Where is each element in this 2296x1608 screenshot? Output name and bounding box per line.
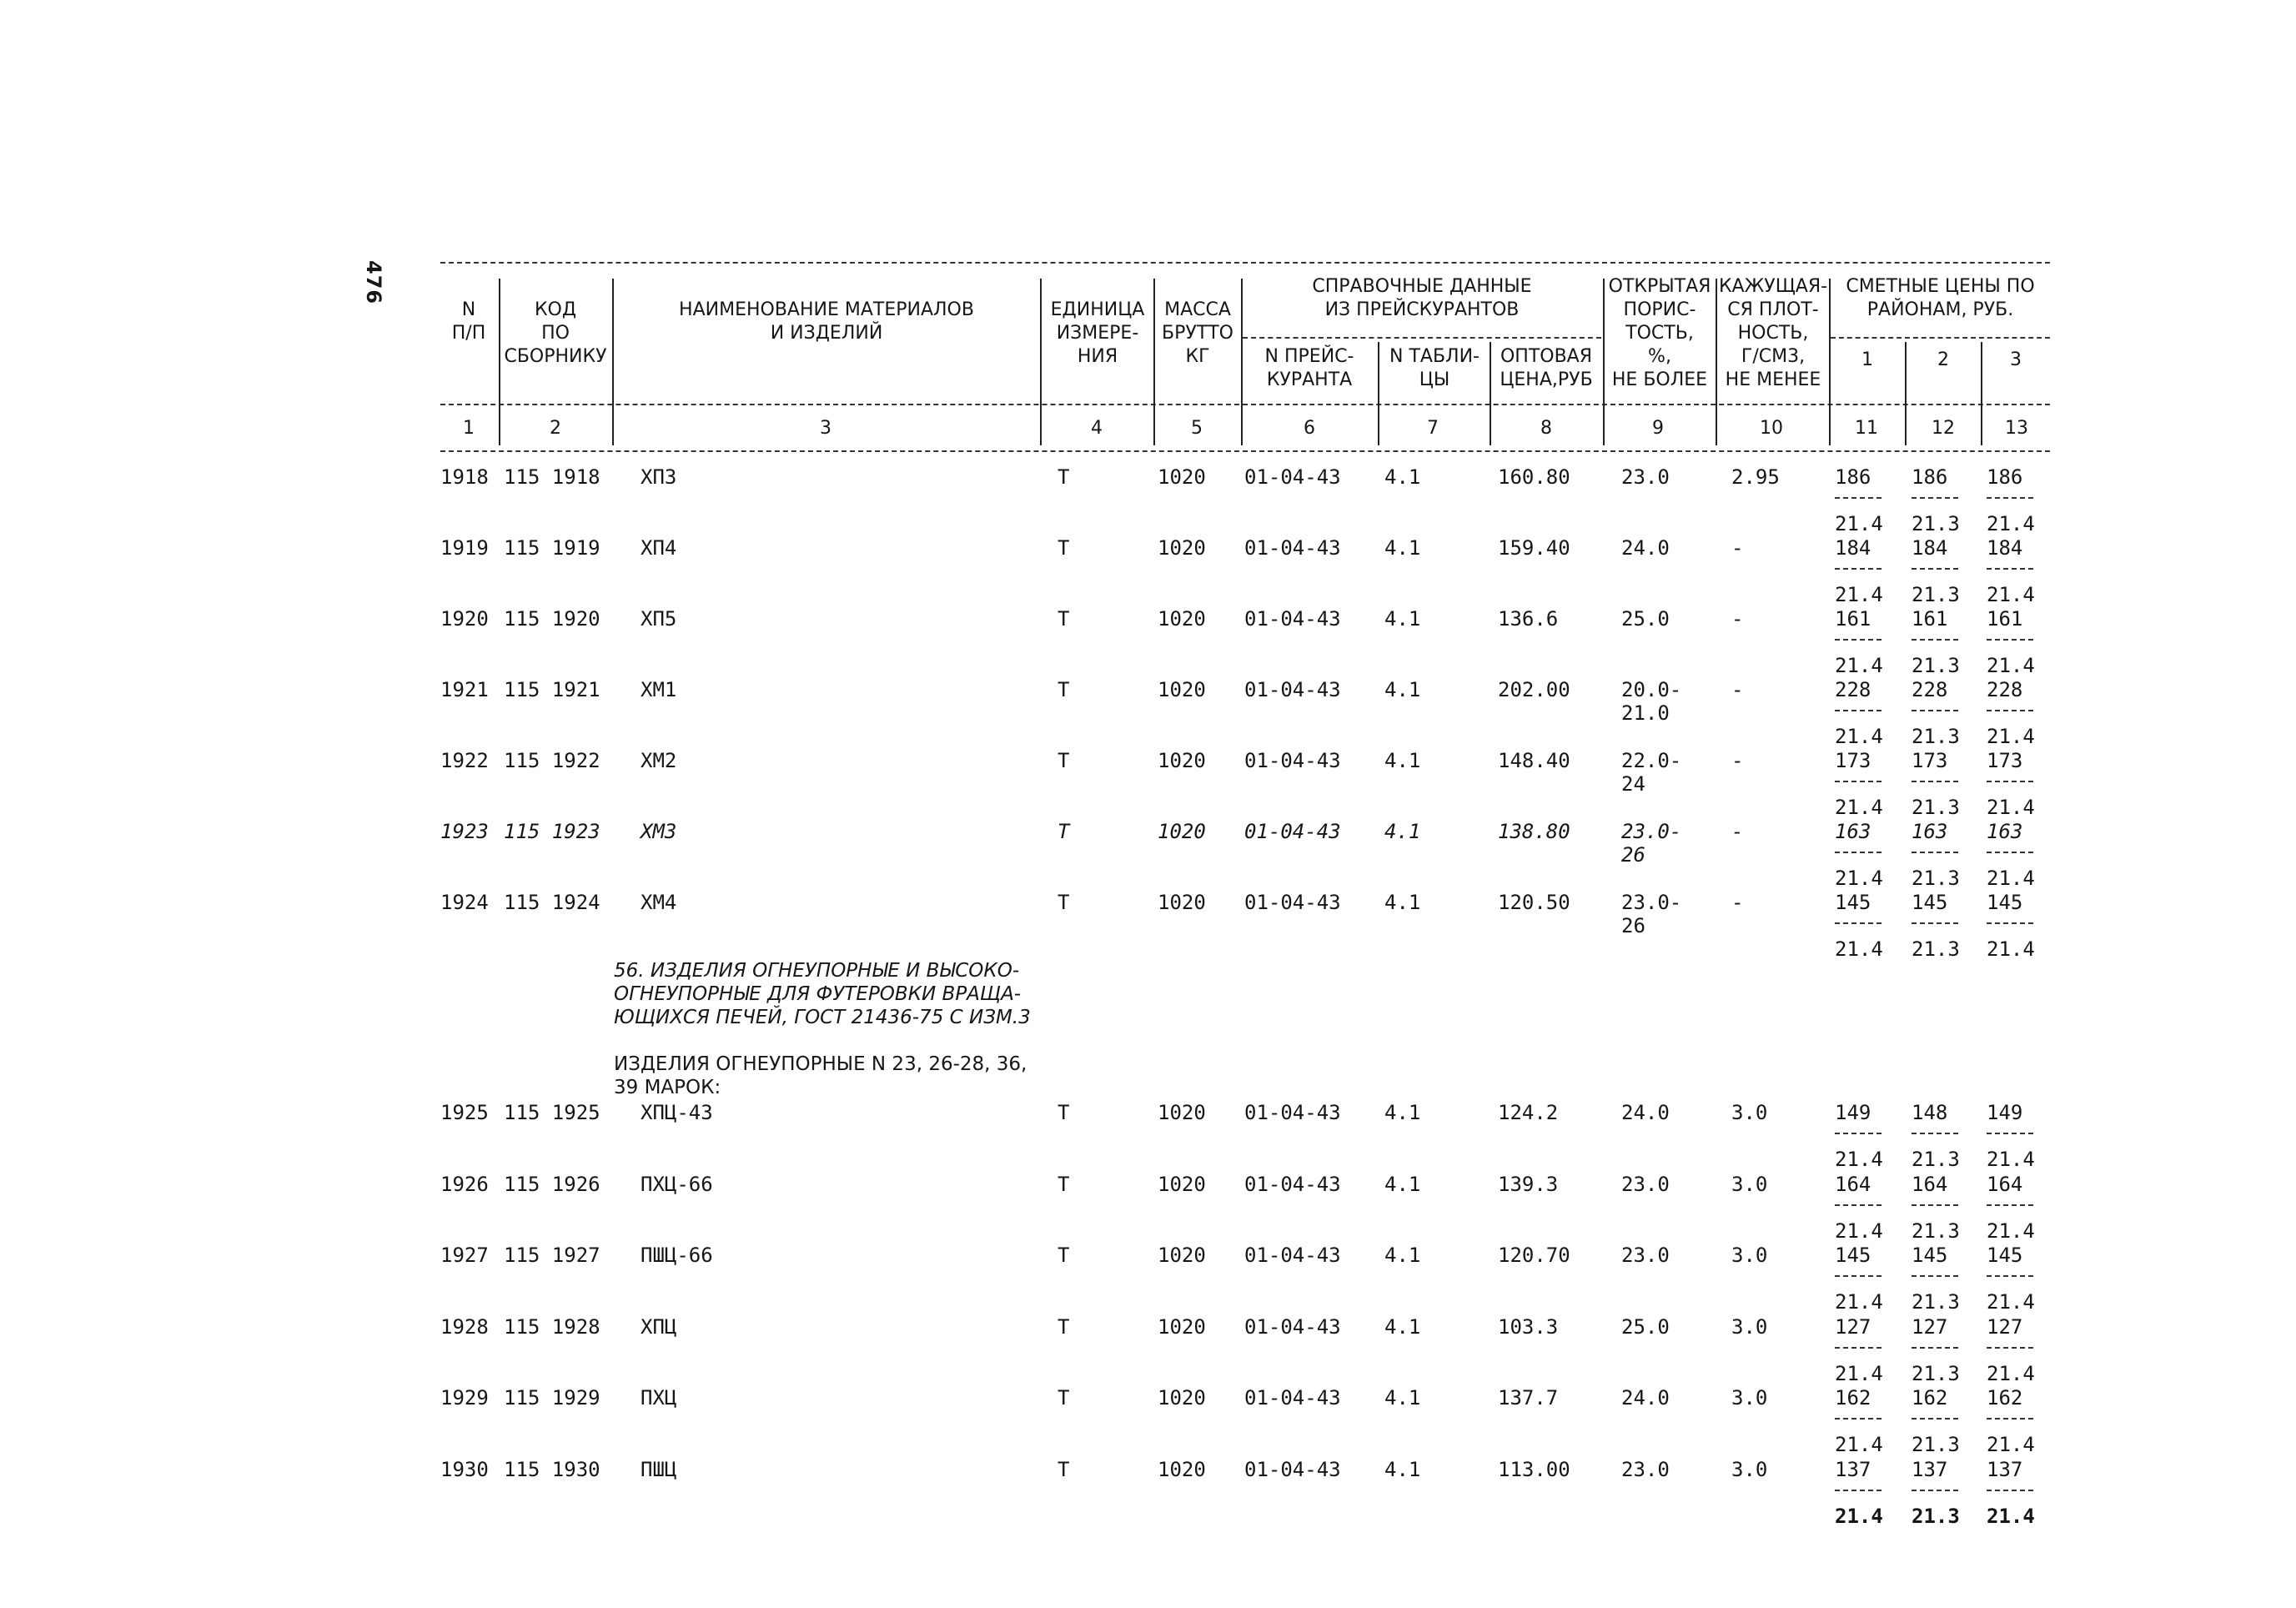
prices-sub-line bbox=[1831, 337, 2050, 339]
column-number-7: 7 bbox=[1427, 418, 1439, 439]
cell-mass: 1020 bbox=[1158, 1386, 1206, 1410]
cell-n: 1919 bbox=[440, 536, 489, 560]
cell-region-1: 173 bbox=[1835, 749, 1871, 772]
cell-code: 115 1928 bbox=[504, 1314, 600, 1339]
cell-name: ХПЦ bbox=[641, 1314, 677, 1339]
column-number-1: 1 bbox=[463, 418, 475, 439]
fraction-line-3 bbox=[1987, 852, 2033, 853]
cell-divisor-3: 21.4 bbox=[1987, 512, 2035, 535]
cell-unit: Т bbox=[1058, 891, 1070, 914]
subsection-title: ИЗДЕЛИЯ ОГНЕУПОРНЫЕ N 23, 26-28, 36, 39 МАРОК: bbox=[614, 1053, 1027, 1098]
cell-porosity: 23.0 bbox=[1621, 465, 1670, 489]
fraction-line-2 bbox=[1912, 1133, 1958, 1134]
cell-divisor-3: 21.4 bbox=[1987, 583, 2035, 606]
column-number-10: 10 bbox=[1760, 418, 1783, 439]
cell-mass: 1020 bbox=[1158, 749, 1206, 772]
cell-code: 115 1927 bbox=[504, 1244, 600, 1267]
cell-n: 1928 bbox=[440, 1314, 489, 1339]
fraction-line-1 bbox=[1835, 1490, 1882, 1491]
cell-price: 138.80 bbox=[1498, 820, 1570, 843]
column-number-12: 12 bbox=[1932, 418, 1955, 439]
cell-n: 1926 bbox=[440, 1172, 489, 1196]
column-number-13: 13 bbox=[2005, 418, 2028, 439]
fraction-line-2 bbox=[1912, 568, 1958, 570]
cell-name: ХП4 bbox=[641, 536, 677, 560]
fraction-line-3 bbox=[1987, 1204, 2033, 1206]
cell-region-1: 162 bbox=[1835, 1386, 1871, 1410]
cell-name: ХП5 bbox=[641, 607, 677, 631]
cell-region-2: 162 bbox=[1912, 1386, 1948, 1410]
column-number-11: 11 bbox=[1855, 418, 1878, 439]
cell-porosity: 23.0 bbox=[1621, 1172, 1670, 1196]
cell-pricelist: 01-04-43 bbox=[1244, 1101, 1341, 1124]
cell-divisor-1: 21.4 bbox=[1835, 583, 1883, 606]
cell-n: 1918 bbox=[440, 465, 489, 489]
cell-mass: 1020 bbox=[1158, 1244, 1206, 1267]
cell-region-3: 228 bbox=[1987, 678, 2023, 701]
fraction-line-1 bbox=[1835, 1204, 1882, 1206]
cell-price: 120.70 bbox=[1498, 1244, 1570, 1267]
cell-region-2: 127 bbox=[1912, 1314, 1948, 1339]
fraction-line-3 bbox=[1987, 639, 2033, 641]
cell-price: 159.40 bbox=[1498, 536, 1570, 560]
cell-divisor-3: 21.4 bbox=[1987, 654, 2035, 677]
cell-code: 115 1924 bbox=[504, 891, 600, 914]
cell-porosity: 23.0 bbox=[1621, 1244, 1670, 1267]
cell-mass: 1020 bbox=[1158, 1172, 1206, 1196]
cell-region-3: 186 bbox=[1987, 465, 2023, 489]
cell-porosity: 23.0 bbox=[1621, 1457, 1670, 1481]
cell-divisor-2: 21.3 bbox=[1912, 512, 1960, 535]
cell-region-1: 161 bbox=[1835, 607, 1871, 631]
cell-divisor-1: 21.4 bbox=[1835, 1433, 1883, 1456]
cell-density: 3.0 bbox=[1731, 1457, 1768, 1481]
header-table: N ТАБЛИ- ЦЫ bbox=[1389, 346, 1480, 390]
cell-pricelist: 01-04-43 bbox=[1244, 1314, 1341, 1339]
cell-n: 1921 bbox=[440, 678, 489, 701]
cell-code: 115 1922 bbox=[504, 749, 600, 772]
cell-price: 136.6 bbox=[1498, 607, 1559, 631]
cell-code: 115 1918 bbox=[504, 465, 600, 489]
cell-porosity: 23.0- bbox=[1621, 820, 1682, 843]
cell-name: ХМ1 bbox=[641, 678, 677, 701]
cell-table: 4.1 bbox=[1384, 607, 1421, 631]
cell-divisor-2: 21.3 bbox=[1912, 654, 1960, 677]
cell-density: 3.0 bbox=[1731, 1244, 1768, 1267]
cell-divisor-3: 21.4 bbox=[1987, 1361, 2035, 1385]
cell-pricelist: 01-04-43 bbox=[1244, 1457, 1341, 1481]
fraction-line-3 bbox=[1987, 1133, 2033, 1134]
cell-region-1: 145 bbox=[1835, 1244, 1871, 1267]
cell-unit: Т bbox=[1058, 1172, 1070, 1196]
fraction-line-1 bbox=[1835, 1347, 1882, 1349]
cell-n: 1929 bbox=[440, 1386, 489, 1410]
cell-porosity-2: 21.0 bbox=[1621, 701, 1670, 725]
cell-code: 115 1929 bbox=[504, 1386, 600, 1410]
cell-pricelist: 01-04-43 bbox=[1244, 1244, 1341, 1267]
fraction-line-1 bbox=[1835, 568, 1882, 570]
header-unit: ЕДИНИЦА ИЗМЕРЕ- НИЯ bbox=[1050, 299, 1145, 367]
cell-region-3: 127 bbox=[1987, 1314, 2023, 1339]
cell-divisor-2: 21.3 bbox=[1912, 937, 1960, 961]
cell-region-1: 186 bbox=[1835, 465, 1871, 489]
cell-divisor-1: 21.4 bbox=[1835, 725, 1883, 748]
cell-pricelist: 01-04-43 bbox=[1244, 678, 1341, 701]
cell-divisor-2: 21.3 bbox=[1912, 1219, 1960, 1243]
cell-region-1: 149 bbox=[1835, 1101, 1871, 1124]
cell-divisor-2: 21.3 bbox=[1912, 796, 1960, 819]
cell-code: 115 1925 bbox=[504, 1101, 600, 1124]
fraction-line-3 bbox=[1987, 568, 2033, 570]
column-number-9: 9 bbox=[1652, 418, 1664, 439]
cell-region-2: 137 bbox=[1912, 1457, 1948, 1481]
cell-region-3: 173 bbox=[1987, 749, 2023, 772]
header-bottom-line bbox=[440, 450, 2050, 452]
cell-divisor-3: 21.4 bbox=[1987, 1433, 2035, 1456]
cell-name: ПШЦ bbox=[641, 1457, 677, 1481]
fraction-line-2 bbox=[1912, 1418, 1958, 1420]
cell-porosity-2: 24 bbox=[1621, 772, 1645, 796]
cell-name: ХМ3 bbox=[641, 820, 677, 843]
cell-name: ПШЦ-66 bbox=[641, 1244, 713, 1267]
cell-region-3: 161 bbox=[1987, 607, 2023, 631]
cell-region-2: 145 bbox=[1912, 891, 1948, 914]
cell-table: 4.1 bbox=[1384, 678, 1421, 701]
cell-unit: Т bbox=[1058, 1244, 1070, 1267]
fraction-line-2 bbox=[1912, 1204, 1958, 1206]
cell-density: 3.0 bbox=[1731, 1314, 1768, 1339]
fraction-line-1 bbox=[1835, 710, 1882, 711]
header-pricelist: N ПРЕЙС- КУРАНТА bbox=[1264, 346, 1354, 390]
cell-divisor-3: 21.4 bbox=[1987, 725, 2035, 748]
header-region-1: 1 bbox=[1861, 349, 1873, 370]
cell-name: ПХЦ-66 bbox=[641, 1172, 713, 1196]
fraction-line-2 bbox=[1912, 1347, 1958, 1349]
fraction-line-2 bbox=[1912, 922, 1958, 924]
cell-divisor-2: 21.3 bbox=[1912, 1504, 1960, 1528]
cell-region-3: 184 bbox=[1987, 536, 2023, 560]
cell-divisor-2: 21.3 bbox=[1912, 867, 1960, 890]
fraction-line-2 bbox=[1912, 497, 1958, 499]
header-ref: СПРАВОЧНЫЕ ДАННЫЕ ИЗ ПРЕЙСКУРАНТОВ bbox=[1312, 276, 1532, 320]
cell-code: 115 1930 bbox=[504, 1457, 600, 1481]
cell-divisor-3: 21.4 bbox=[1987, 1504, 2035, 1528]
fraction-line-1 bbox=[1835, 1418, 1882, 1420]
cell-region-2: 163 bbox=[1912, 820, 1948, 843]
cell-mass: 1020 bbox=[1158, 465, 1206, 489]
cell-price: 137.7 bbox=[1498, 1386, 1559, 1410]
cell-n: 1920 bbox=[440, 607, 489, 631]
cell-price: 202.00 bbox=[1498, 678, 1570, 701]
header-code: КОД ПО СБОРНИКУ bbox=[504, 299, 607, 367]
cell-density: - bbox=[1731, 820, 1744, 843]
cell-region-3: 145 bbox=[1987, 1244, 2023, 1267]
header-mass: МАССА БРУТТО КГ bbox=[1162, 299, 1233, 367]
cell-n: 1923 bbox=[440, 820, 489, 843]
cell-divisor-2: 21.3 bbox=[1912, 1148, 1960, 1171]
cell-region-3: 137 bbox=[1987, 1457, 2023, 1481]
cell-divisor-3: 21.4 bbox=[1987, 1148, 2035, 1171]
cell-pricelist: 01-04-43 bbox=[1244, 1172, 1341, 1196]
cell-divisor-3: 21.4 bbox=[1987, 1290, 2035, 1314]
fraction-line-3 bbox=[1987, 1347, 2033, 1349]
cell-name: ХП3 bbox=[641, 465, 677, 489]
cell-divisor-2: 21.3 bbox=[1912, 1290, 1960, 1314]
cell-unit: Т bbox=[1058, 1457, 1070, 1481]
cell-divisor-3: 21.4 bbox=[1987, 796, 2035, 819]
cell-divisor-1: 21.4 bbox=[1835, 1219, 1883, 1243]
cell-n: 1922 bbox=[440, 749, 489, 772]
cell-density: - bbox=[1731, 536, 1744, 560]
cell-porosity: 25.0 bbox=[1621, 1314, 1670, 1339]
cell-divisor-3: 21.4 bbox=[1987, 867, 2035, 890]
cell-table: 4.1 bbox=[1384, 1101, 1421, 1124]
cell-density: - bbox=[1731, 678, 1744, 701]
cell-table: 4.1 bbox=[1384, 1457, 1421, 1481]
cell-divisor-2: 21.3 bbox=[1912, 1361, 1960, 1385]
cell-pricelist: 01-04-43 bbox=[1244, 607, 1341, 631]
header-top-line bbox=[440, 262, 2050, 264]
cell-unit: Т bbox=[1058, 607, 1070, 631]
cell-divisor-2: 21.3 bbox=[1912, 583, 1960, 606]
ref-sub-line bbox=[1243, 337, 1601, 339]
column-number-2: 2 bbox=[550, 418, 561, 439]
cell-price: 148.40 bbox=[1498, 749, 1570, 772]
cell-pricelist: 01-04-43 bbox=[1244, 749, 1341, 772]
cell-code: 115 1921 bbox=[504, 678, 600, 701]
fraction-line-2 bbox=[1912, 639, 1958, 641]
cell-n: 1925 bbox=[440, 1101, 489, 1124]
cell-divisor-1: 21.4 bbox=[1835, 1361, 1883, 1385]
cell-pricelist: 01-04-43 bbox=[1244, 820, 1341, 843]
cell-table: 4.1 bbox=[1384, 1172, 1421, 1196]
fraction-line-3 bbox=[1987, 1490, 2033, 1491]
cell-region-1: 127 bbox=[1835, 1314, 1871, 1339]
cell-pricelist: 01-04-43 bbox=[1244, 891, 1341, 914]
cell-table: 4.1 bbox=[1384, 465, 1421, 489]
cell-pricelist: 01-04-43 bbox=[1244, 536, 1341, 560]
section-56-title: 56. ИЗДЕЛИЯ ОГНЕУПОРНЫЕ И ВЫСОКО- ОГНЕУПОРНЫЕ ДЛЯ ФУТЕРОВКИ ВРАЩА- ЮЩИХСЯ ПЕЧЕЙ, ГОСТ 21436-75 С ИЗМ.3 bbox=[614, 960, 1031, 1028]
cell-density: - bbox=[1731, 749, 1744, 772]
cell-code: 115 1923 bbox=[504, 820, 600, 843]
cell-divisor-1: 21.4 bbox=[1835, 796, 1883, 819]
header-density: КАЖУЩАЯ- СЯ ПЛОТ- НОСТЬ, Г/СМ3, НЕ МЕНЕЕ bbox=[1718, 276, 1828, 390]
cell-divisor-1: 21.4 bbox=[1835, 1504, 1883, 1528]
cell-region-1: 145 bbox=[1835, 891, 1871, 914]
cell-density: - bbox=[1731, 607, 1744, 631]
column-number-8: 8 bbox=[1540, 418, 1552, 439]
cell-unit: Т bbox=[1058, 1386, 1070, 1410]
cell-divisor-1: 21.4 bbox=[1835, 937, 1883, 961]
cell-table: 4.1 bbox=[1384, 820, 1421, 843]
cell-density: 2.95 bbox=[1731, 465, 1780, 489]
cell-mass: 1020 bbox=[1158, 1101, 1206, 1124]
cell-name: ХПЦ-43 bbox=[641, 1101, 713, 1124]
cell-porosity: 24.0 bbox=[1621, 1101, 1670, 1124]
cell-divisor-3: 21.4 bbox=[1987, 1219, 2035, 1243]
fraction-line-1 bbox=[1835, 1133, 1882, 1134]
cell-price: 139.3 bbox=[1498, 1172, 1559, 1196]
fraction-line-3 bbox=[1987, 922, 2033, 924]
cell-region-3: 162 bbox=[1987, 1386, 2023, 1410]
cell-code: 115 1926 bbox=[504, 1172, 600, 1196]
cell-unit: Т bbox=[1058, 536, 1070, 560]
cell-mass: 1020 bbox=[1158, 1457, 1206, 1481]
fraction-line-3 bbox=[1987, 710, 2033, 711]
cell-mass: 1020 bbox=[1158, 536, 1206, 560]
cell-divisor-1: 21.4 bbox=[1835, 1148, 1883, 1171]
header-num: N П/П bbox=[451, 299, 486, 344]
header-prices: СМЕТНЫЕ ЦЕНЫ ПО РАЙОНАМ, РУБ. bbox=[1846, 276, 2035, 320]
header-region-3: 3 bbox=[2010, 349, 2022, 370]
cell-density: 3.0 bbox=[1731, 1386, 1768, 1410]
cell-mass: 1020 bbox=[1158, 1314, 1206, 1339]
cell-region-2: 186 bbox=[1912, 465, 1948, 489]
cell-porosity: 22.0- bbox=[1621, 749, 1682, 772]
cell-pricelist: 01-04-43 bbox=[1244, 465, 1341, 489]
cell-n: 1930 bbox=[440, 1457, 489, 1481]
cell-code: 115 1920 bbox=[504, 607, 600, 631]
cell-porosity: 24.0 bbox=[1621, 536, 1670, 560]
cell-region-2: 148 bbox=[1912, 1101, 1948, 1124]
cell-region-3: 163 bbox=[1987, 820, 2023, 843]
header-name: НАИМЕНОВАНИЕ МАТЕРИАЛОВ И ИЗДЕЛИЙ bbox=[679, 299, 974, 344]
cell-divisor-1: 21.4 bbox=[1835, 512, 1883, 535]
header-porosity: ОТКРЫТАЯ ПОРИС- ТОСТЬ, %, НЕ БОЛЕЕ bbox=[1608, 276, 1711, 390]
cell-table: 4.1 bbox=[1384, 536, 1421, 560]
cell-divisor-1: 21.4 bbox=[1835, 1290, 1883, 1314]
cell-divisor-2: 21.3 bbox=[1912, 725, 1960, 748]
cell-divisor-1: 21.4 bbox=[1835, 867, 1883, 890]
header-wholesale: ОПТОВАЯ ЦЕНА,РУБ bbox=[1500, 346, 1593, 390]
cell-porosity: 23.0- bbox=[1621, 891, 1682, 914]
fraction-line-3 bbox=[1987, 497, 2033, 499]
cell-table: 4.1 bbox=[1384, 749, 1421, 772]
cell-porosity-2: 26 bbox=[1621, 843, 1645, 867]
cell-region-1: 228 bbox=[1835, 678, 1871, 701]
fraction-line-2 bbox=[1912, 852, 1958, 853]
header-mid-line bbox=[440, 404, 2050, 405]
fraction-line-3 bbox=[1987, 1418, 2033, 1420]
cell-name: ХМ4 bbox=[641, 891, 677, 914]
cell-divisor-2: 21.3 bbox=[1912, 1433, 1960, 1456]
cell-price: 113.00 bbox=[1498, 1457, 1570, 1481]
cell-mass: 1020 bbox=[1158, 820, 1206, 843]
cell-region-2: 164 bbox=[1912, 1172, 1948, 1196]
cell-porosity: 24.0 bbox=[1621, 1386, 1670, 1410]
cell-region-1: 163 bbox=[1835, 820, 1871, 843]
fraction-line-1 bbox=[1835, 781, 1882, 782]
cell-region-1: 137 bbox=[1835, 1457, 1871, 1481]
cell-density: - bbox=[1731, 891, 1744, 914]
fraction-line-2 bbox=[1912, 1275, 1958, 1277]
cell-region-2: 228 bbox=[1912, 678, 1948, 701]
fraction-line-1 bbox=[1835, 852, 1882, 853]
fraction-line-2 bbox=[1912, 781, 1958, 782]
cell-table: 4.1 bbox=[1384, 1314, 1421, 1339]
cell-region-2: 145 bbox=[1912, 1244, 1948, 1267]
fraction-line-3 bbox=[1987, 1275, 2033, 1277]
cell-mass: 1020 bbox=[1158, 678, 1206, 701]
cell-divisor-3: 21.4 bbox=[1987, 937, 2035, 961]
cell-unit: Т bbox=[1058, 678, 1070, 701]
cell-table: 4.1 bbox=[1384, 1244, 1421, 1267]
cell-pricelist: 01-04-43 bbox=[1244, 1386, 1341, 1410]
cell-name: ПХЦ bbox=[641, 1386, 677, 1410]
cell-porosity: 25.0 bbox=[1621, 607, 1670, 631]
cell-unit: Т bbox=[1058, 749, 1070, 772]
cell-region-1: 164 bbox=[1835, 1172, 1871, 1196]
cell-price: 124.2 bbox=[1498, 1101, 1559, 1124]
fraction-line-2 bbox=[1912, 1490, 1958, 1491]
cell-code: 115 1919 bbox=[504, 536, 600, 560]
cell-n: 1924 bbox=[440, 891, 489, 914]
cell-unit: Т bbox=[1058, 465, 1070, 489]
column-number-5: 5 bbox=[1191, 418, 1203, 439]
cell-region-3: 149 bbox=[1987, 1101, 2023, 1124]
cell-name: ХМ2 bbox=[641, 749, 677, 772]
cell-region-2: 173 bbox=[1912, 749, 1948, 772]
cell-region-1: 184 bbox=[1835, 536, 1871, 560]
cell-region-3: 164 bbox=[1987, 1172, 2023, 1196]
fraction-line-3 bbox=[1987, 781, 2033, 782]
column-number-3: 3 bbox=[820, 418, 831, 439]
cell-region-3: 145 bbox=[1987, 891, 2023, 914]
cell-density: 3.0 bbox=[1731, 1172, 1768, 1196]
cell-price: 103.3 bbox=[1498, 1314, 1559, 1339]
header-region-2: 2 bbox=[1937, 349, 1949, 370]
cell-table: 4.1 bbox=[1384, 891, 1421, 914]
fraction-line-1 bbox=[1835, 1275, 1882, 1277]
column-number-4: 4 bbox=[1091, 418, 1103, 439]
cell-price: 160.80 bbox=[1498, 465, 1570, 489]
fraction-line-2 bbox=[1912, 710, 1958, 711]
cell-price: 120.50 bbox=[1498, 891, 1570, 914]
cell-porosity-2: 26 bbox=[1621, 914, 1645, 937]
fraction-line-1 bbox=[1835, 922, 1882, 924]
cell-region-2: 184 bbox=[1912, 536, 1948, 560]
cell-unit: Т bbox=[1058, 1314, 1070, 1339]
fraction-line-1 bbox=[1835, 497, 1882, 499]
cell-unit: Т bbox=[1058, 1101, 1070, 1124]
cell-n: 1927 bbox=[440, 1244, 489, 1267]
cell-divisor-1: 21.4 bbox=[1835, 654, 1883, 677]
column-number-6: 6 bbox=[1304, 418, 1315, 439]
cell-mass: 1020 bbox=[1158, 607, 1206, 631]
cell-mass: 1020 bbox=[1158, 891, 1206, 914]
cell-porosity: 20.0- bbox=[1621, 678, 1682, 701]
cell-unit: Т bbox=[1058, 820, 1070, 843]
fraction-line-1 bbox=[1835, 639, 1882, 641]
cell-region-2: 161 bbox=[1912, 607, 1948, 631]
cell-density: 3.0 bbox=[1731, 1101, 1768, 1124]
cell-table: 4.1 bbox=[1384, 1386, 1421, 1410]
page-number: 476 bbox=[362, 260, 385, 305]
